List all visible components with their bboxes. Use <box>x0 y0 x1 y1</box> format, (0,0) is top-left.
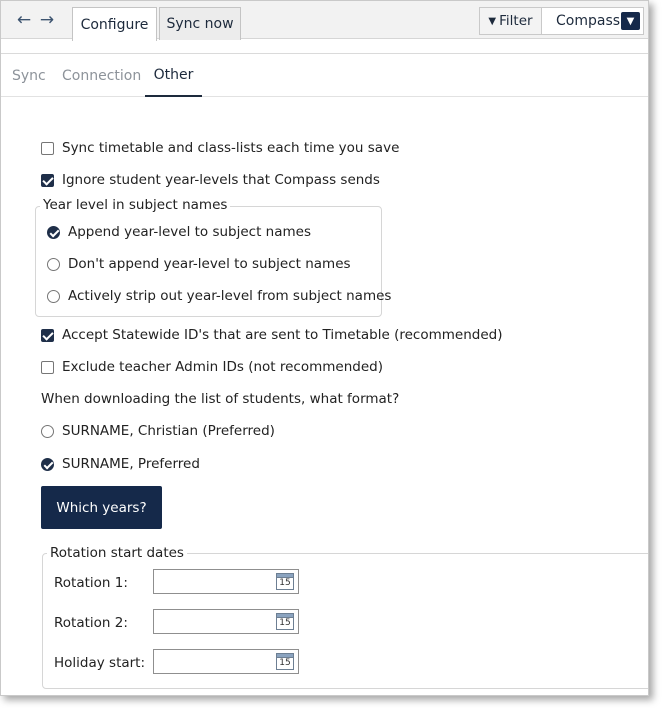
chevron-down-icon: ▼ <box>621 12 640 30</box>
sync-each-save-label: Sync timetable and class-lists each time you save <box>62 140 400 156</box>
rotation-legend: Rotation start dates <box>47 545 187 561</box>
format-christian-label: SURNAME, Christian (Preferred) <box>62 423 275 439</box>
dont-append-year-level-option[interactable] <box>47 255 351 273</box>
strip-year-level-option[interactable] <box>47 287 391 305</box>
calendar-day-number: 15 <box>279 618 291 628</box>
format-christian-option[interactable] <box>41 422 275 440</box>
subtab-connection-label: Connection <box>62 67 142 84</box>
source-select-value: Compass <box>556 13 621 29</box>
back-arrow-icon[interactable]: ← <box>16 10 32 30</box>
format-preferred-label: SURNAME, Preferred <box>62 456 200 472</box>
filter-button[interactable] <box>480 8 542 34</box>
rotation-1-date-input[interactable] <box>153 569 299 594</box>
subtab-connection[interactable] <box>62 54 141 97</box>
source-select[interactable] <box>542 8 643 34</box>
accept-statewide-ids-option[interactable] <box>41 326 502 344</box>
exclude-admin-ids-checkbox[interactable] <box>41 361 54 374</box>
calendar-day-number: 15 <box>279 578 291 588</box>
strip-year-level-label: Actively strip out year-level from subject names <box>68 288 392 304</box>
calendar-icon[interactable] <box>276 613 294 630</box>
rotation-2-date-input[interactable] <box>153 609 299 634</box>
format-preferred-option[interactable] <box>41 455 200 473</box>
subtab-other-label: Other <box>153 66 194 83</box>
format-preferred-radio[interactable] <box>41 458 54 471</box>
tab-sync-now[interactable] <box>159 7 241 40</box>
calendar-icon[interactable] <box>276 653 294 670</box>
accept-statewide-ids-label: Accept Statewide ID's that are sent to Timetable (recommended) <box>62 327 503 343</box>
filter-label: Filter <box>499 13 533 29</box>
subtab-sync[interactable] <box>12 54 46 97</box>
ignore-year-levels-label: Ignore student year-levels that Compass sends <box>62 172 380 188</box>
holiday-start-date-input[interactable] <box>153 649 299 674</box>
subtab-other[interactable] <box>145 54 202 97</box>
filter-source-group <box>479 7 644 35</box>
append-year-level-radio[interactable] <box>47 226 60 239</box>
top-toolbar <box>1 1 648 39</box>
append-year-level-label: Append year-level to subject names <box>68 224 311 240</box>
subtab-sync-label: Sync <box>12 67 46 84</box>
year-level-legend: Year level in subject names <box>40 197 230 213</box>
tab-configure[interactable] <box>72 7 157 41</box>
exclude-admin-ids-option[interactable] <box>41 358 383 376</box>
sync-each-save-option[interactable] <box>41 139 399 157</box>
tab-configure-label: Configure <box>80 16 149 33</box>
rotation-2-label: Rotation 2: <box>54 615 128 631</box>
rotation-1-label: Rotation 1: <box>54 575 128 591</box>
holiday-start-label: Holiday start: <box>54 655 146 671</box>
format-christian-radio[interactable] <box>41 425 54 438</box>
calendar-day-number: 15 <box>279 658 291 668</box>
accept-statewide-ids-checkbox[interactable] <box>41 329 54 342</box>
append-year-level-option[interactable] <box>47 223 311 241</box>
ignore-year-levels-option[interactable] <box>41 171 380 189</box>
settings-subtabs <box>1 53 648 97</box>
ignore-year-levels-checkbox[interactable] <box>41 174 54 187</box>
dont-append-year-level-radio[interactable] <box>47 258 60 271</box>
tab-sync-now-label: Sync now <box>166 16 234 32</box>
which-years-button[interactable]: Which years? <box>41 486 162 529</box>
strip-year-level-radio[interactable] <box>47 290 60 303</box>
student-format-question: When downloading the list of students, what format? <box>41 391 400 407</box>
forward-arrow-icon[interactable]: → <box>39 10 55 30</box>
dont-append-year-level-label: Don't append year-level to subject names <box>68 256 351 272</box>
funnel-icon: ▼ <box>488 15 497 27</box>
sync-each-save-checkbox[interactable] <box>41 142 54 155</box>
exclude-admin-ids-label: Exclude teacher Admin IDs (not recommended) <box>62 359 383 375</box>
calendar-icon[interactable] <box>276 573 294 590</box>
